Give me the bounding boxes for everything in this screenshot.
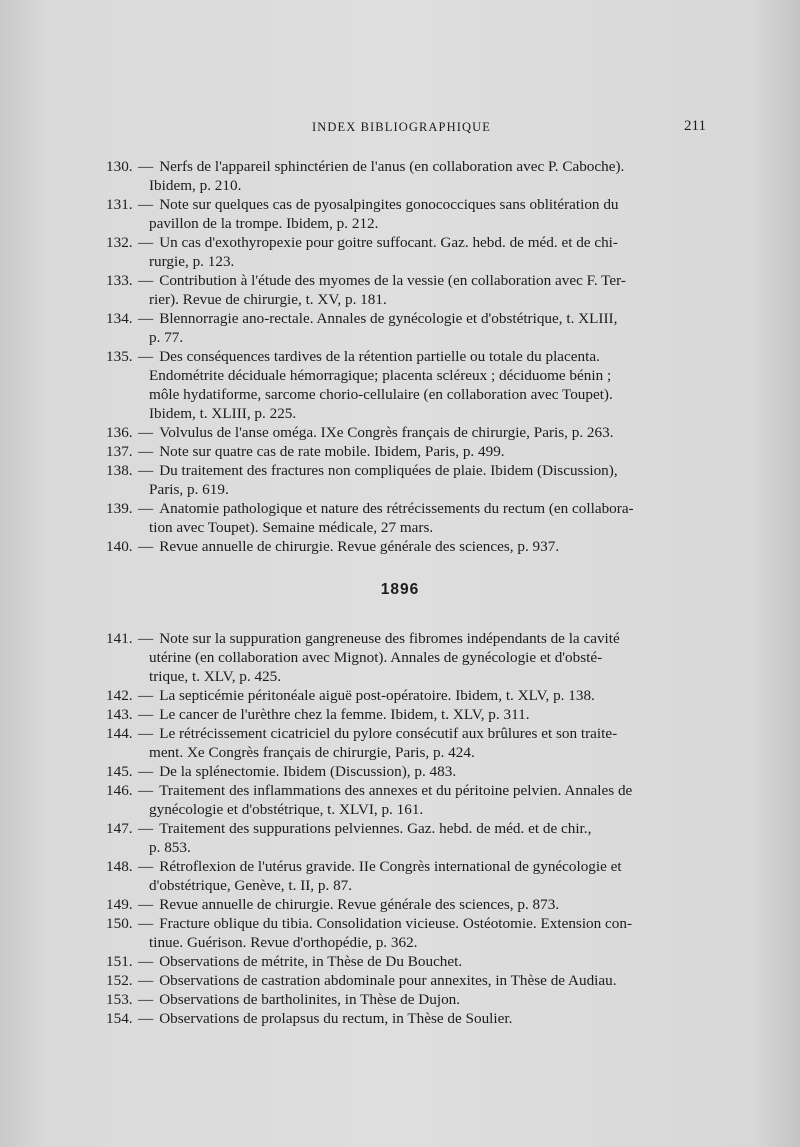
bibliography-entry [106,990,718,1009]
bibliography-entry [106,705,718,724]
entry-text: Rétroflexion de l'utérus gravide. IIe Congrès international de gynécologie et [159,858,622,875]
entry-number: 153. [106,991,133,1008]
entry-first-line: 134. — Blennorragie ano-rectale. Annales de gynécologie et d'obstétrique, t. XLIII, [106,310,618,327]
page-header [0,120,800,140]
entry-continuation-line [106,214,718,233]
entry-first-line: 149. — Revue annuelle de chirurgie. Revue générale des sciences, p. 873. [106,896,560,913]
bibliography-entry [106,724,718,762]
entry-text: d'obstétrique, Genève, t. II, p. 87. [149,877,353,894]
bibliography-list-1896 [106,629,718,1028]
entry-text: Le cancer de l'urèthre chez la femme. Ibidem, t. XLV, p. 311. [159,706,530,723]
entry-text: p. 77. [149,329,184,346]
entry-number: 134. [106,310,133,327]
entry-text: rurgie, p. 123. [149,253,235,270]
entry-text: rier). Revue de chirurgie, t. XV, p. 181. [149,291,387,308]
bibliography-entry [106,157,718,195]
entry-first-line: 150. — Fracture oblique du tibia. Consolidation vicieuse. Ostéotomie. Extension con- [106,915,633,932]
bibliography-entry [106,971,718,990]
entry-number: 151. [106,953,133,970]
entry-text: Endométrite déciduale hémorragique; placenta scléreux ; déciduome bénin ; [149,367,612,384]
entry-text: Ibidem, t. XLIII, p. 225. [149,405,297,422]
entry-number: 137. [106,443,133,460]
entry-continuation-line [106,290,718,309]
entry-text: Anatomie pathologique et nature des rétrécissements du rectum (en collabora- [159,500,634,517]
entry-first-line: 133. — Contribution à l'étude des myomes de la vessie (en collaboration avec F. Ter- [106,272,626,289]
entry-text: Des conséquences tardives de la rétention partielle ou totale du placenta. [159,348,600,365]
entry-first-line: 138. — Du traitement des fractures non compliquées de plaie. Ibidem (Discussion), [106,462,618,479]
entry-first-line: 147. — Traitement des suppurations pelviennes. Gaz. hebd. de méd. et de chir., [106,820,592,837]
entry-number: 132. [106,234,133,251]
bibliography-entry [106,952,718,971]
bibliography-entry [106,857,718,895]
entry-first-line: 143. — Le cancer de l'urèthre chez la femme. Ibidem, t. XLV, p. 311. [106,706,530,723]
entry-number: 136. [106,424,133,441]
entry-number: 152. [106,972,133,989]
bibliography-entry [106,895,718,914]
entry-number: 148. [106,858,133,875]
entry-text: môle hydatiforme, sarcome chorio-cellulaire (en collaboration avec Toupet). [149,386,613,403]
entry-first-line: 148. — Rétroflexion de l'utérus gravide. IIe Congrès international de gynécologie et [106,858,622,875]
entry-continuation-line [106,838,718,857]
entry-number: 143. [106,706,133,723]
bibliography-entry [106,195,718,233]
entry-number: 131. [106,196,133,213]
entry-text: ment. Xe Congrès français de chirurgie, Paris, p. 424. [149,744,475,761]
entry-continuation-line [106,518,718,537]
entry-continuation-line [106,800,718,819]
entry-text: p. 853. [149,839,191,856]
entry-number: 144. [106,725,133,742]
entry-continuation-line [106,876,718,895]
bibliography-entry [106,461,718,499]
bibliography-entry [106,914,718,952]
bibliography-entry [106,1009,718,1028]
entry-text: Traitement des inflammations des annexes et du péritoine pelvien. Annales de [159,782,633,799]
bibliography-list-1895 [106,157,718,556]
entry-continuation-line [106,667,718,686]
entry-text: Observations de bartholinites, in Thèse de Dujon. [159,991,461,1008]
entry-first-line: 141. — Note sur la suppuration gangreneuse des fibromes indépendants de la cavité [106,630,620,647]
entry-number: 146. [106,782,133,799]
entry-first-line: 136. — Volvulus de l'anse oméga. IXe Congrès français de chirurgie, Paris, p. 263. [106,424,614,441]
entry-first-line: 140. — Revue annuelle de chirurgie. Revue générale des sciences, p. 937. [106,538,560,555]
bibliography-entry [106,347,718,423]
bibliography-entry [106,537,718,556]
entry-text: Revue annuelle de chirurgie. Revue générale des sciences, p. 937. [159,538,560,555]
entry-text: tion avec Toupet). Semaine médicale, 27 mars. [149,519,434,536]
bibliography-entry [106,781,718,819]
entry-text: utérine (en collaboration avec Mignot). Annales de gynécologie et d'obsté- [149,649,603,666]
entry-text: Note sur la suppuration gangreneuse des fibromes indépendants de la cavité [159,630,620,647]
bibliography-entry [106,423,718,442]
entry-text: Du traitement des fractures non compliquées de plaie. Ibidem (Discussion), [159,462,618,479]
entry-first-line: 146. — Traitement des inflammations des annexes et du péritoine pelvien. Annales de [106,782,633,799]
bibliography-entry [106,686,718,705]
entry-text: Note sur quelques cas de pyosalpingites gonococciques sans oblitération du [159,196,619,213]
entry-continuation-line [106,404,718,423]
bibliography-entry [106,442,718,461]
entry-number: 139. [106,500,133,517]
bibliography-entry [106,819,718,857]
entry-first-line: 144. — Le rétrécissement cicatriciel du pylore consécutif aux brûlures et son traite- [106,725,618,742]
entry-first-line: 152. — Observations de castration abdominale pour annexites, in Thèse de Audiau. [106,972,617,989]
entry-text: Le rétrécissement cicatriciel du pylore consécutif aux brûlures et son traite- [159,725,618,742]
entry-first-line: 139. — Anatomie pathologique et nature des rétrécissements du rectum (en collabora- [106,500,634,517]
entry-continuation-line [106,366,718,385]
entry-continuation-line [106,385,718,404]
entry-number: 130. [106,158,133,175]
entry-text: Note sur quatre cas de rate mobile. Ibidem, Paris, p. 499. [159,443,505,460]
entry-text: Blennorragie ano-rectale. Annales de gynécologie et d'obstétrique, t. XLIII, [159,310,618,327]
entry-continuation-line [106,743,718,762]
entry-first-line: 142. — La septicémie péritonéale aiguë post-opératoire. Ibidem, t. XLV, p. 138. [106,687,595,704]
bibliography-entry [106,762,718,781]
entry-text: Ibidem, p. 210. [149,177,242,194]
entry-number: 147. [106,820,133,837]
running-title: INDEX BIBLIOGRAPHIQUE [312,120,491,134]
entry-continuation-line [106,648,718,667]
entry-text: Observations de métrite, in Thèse de Du Bouchet. [159,953,463,970]
entry-continuation-line [106,176,718,195]
entry-text: Paris, p. 619. [149,481,229,498]
year-heading: 1896 [380,581,420,598]
entry-text: Observations de prolapsus du rectum, in Thèse de Soulier. [159,1010,513,1027]
entry-text: La septicémie péritonéale aiguë post-opératoire. Ibidem, t. XLV, p. 138. [159,687,595,704]
entry-number: 133. [106,272,133,289]
entry-number: 145. [106,763,133,780]
entry-text: Traitement des suppurations pelviennes. Gaz. hebd. de méd. et de chir., [159,820,592,837]
entry-text: Revue annuelle de chirurgie. Revue générale des sciences, p. 873. [159,896,560,913]
entry-text: Contribution à l'étude des myomes de la vessie (en collaboration avec F. Ter- [159,272,626,289]
bibliography-entry [106,629,718,686]
entry-first-line: 135. — Des conséquences tardives de la rétention partielle ou totale du placenta. [106,348,600,365]
entry-first-line: 132. — Un cas d'exothyropexie pour goitre suffocant. Gaz. hebd. de méd. et de chi- [106,234,618,251]
entry-first-line: 154. — Observations de prolapsus du rectum, in Thèse de Soulier. [106,1010,513,1027]
bibliography-entry [106,499,718,537]
entry-number: 138. [106,462,133,479]
entry-first-line: 131. — Note sur quelques cas de pyosalpingites gonococciques sans oblitération du [106,196,619,213]
entry-number: 154. [106,1010,133,1027]
entry-first-line: 145. — De la splénectomie. Ibidem (Discussion), p. 483. [106,763,457,780]
entry-number: 142. [106,687,133,704]
entry-continuation-line [106,252,718,271]
entry-text: Nerfs de l'appareil sphinctérien de l'anus (en collaboration avec P. Caboche). [159,158,625,175]
entry-first-line: 151. — Observations de métrite, in Thèse de Du Bouchet. [106,953,463,970]
entry-first-line: 153. — Observations de bartholinites, in Thèse de Dujon. [106,991,461,1008]
entry-first-line: 130. — Nerfs de l'appareil sphinctérien de l'anus (en collaboration avec P. Caboche). [106,158,625,175]
bibliography-entry [106,233,718,271]
entry-text: Fracture oblique du tibia. Consolidation vicieuse. Ostéotomie. Extension con- [159,915,633,932]
entry-number: 140. [106,538,133,555]
entry-continuation-line [106,480,718,499]
bibliography-entry [106,271,718,309]
entry-continuation-line [106,328,718,347]
entry-number: 135. [106,348,133,365]
entry-number: 150. [106,915,133,932]
bibliography-entry [106,309,718,347]
entry-number: 141. [106,630,133,647]
entry-text: Un cas d'exothyropexie pour goitre suffocant. Gaz. hebd. de méd. et de chi- [159,234,618,251]
entry-first-line: 137. — Note sur quatre cas de rate mobile. Ibidem, Paris, p. 499. [106,443,505,460]
entry-text: trique, t. XLV, p. 425. [149,668,282,685]
page-number: 211 [684,118,706,134]
entry-text: pavillon de la trompe. Ibidem, p. 212. [149,215,379,232]
entry-text: Observations de castration abdominale pour annexites, in Thèse de Audiau. [159,972,617,989]
entry-number: 149. [106,896,133,913]
entry-text: gynécologie et d'obstétrique, t. XLVI, p. 161. [149,801,424,818]
entry-text: Volvulus de l'anse oméga. IXe Congrès français de chirurgie, Paris, p. 263. [159,424,614,441]
entry-text: De la splénectomie. Ibidem (Discussion), p. 483. [159,763,457,780]
entry-text: tinue. Guérison. Revue d'orthopédie, p. 362. [149,934,418,951]
entry-continuation-line [106,933,718,952]
